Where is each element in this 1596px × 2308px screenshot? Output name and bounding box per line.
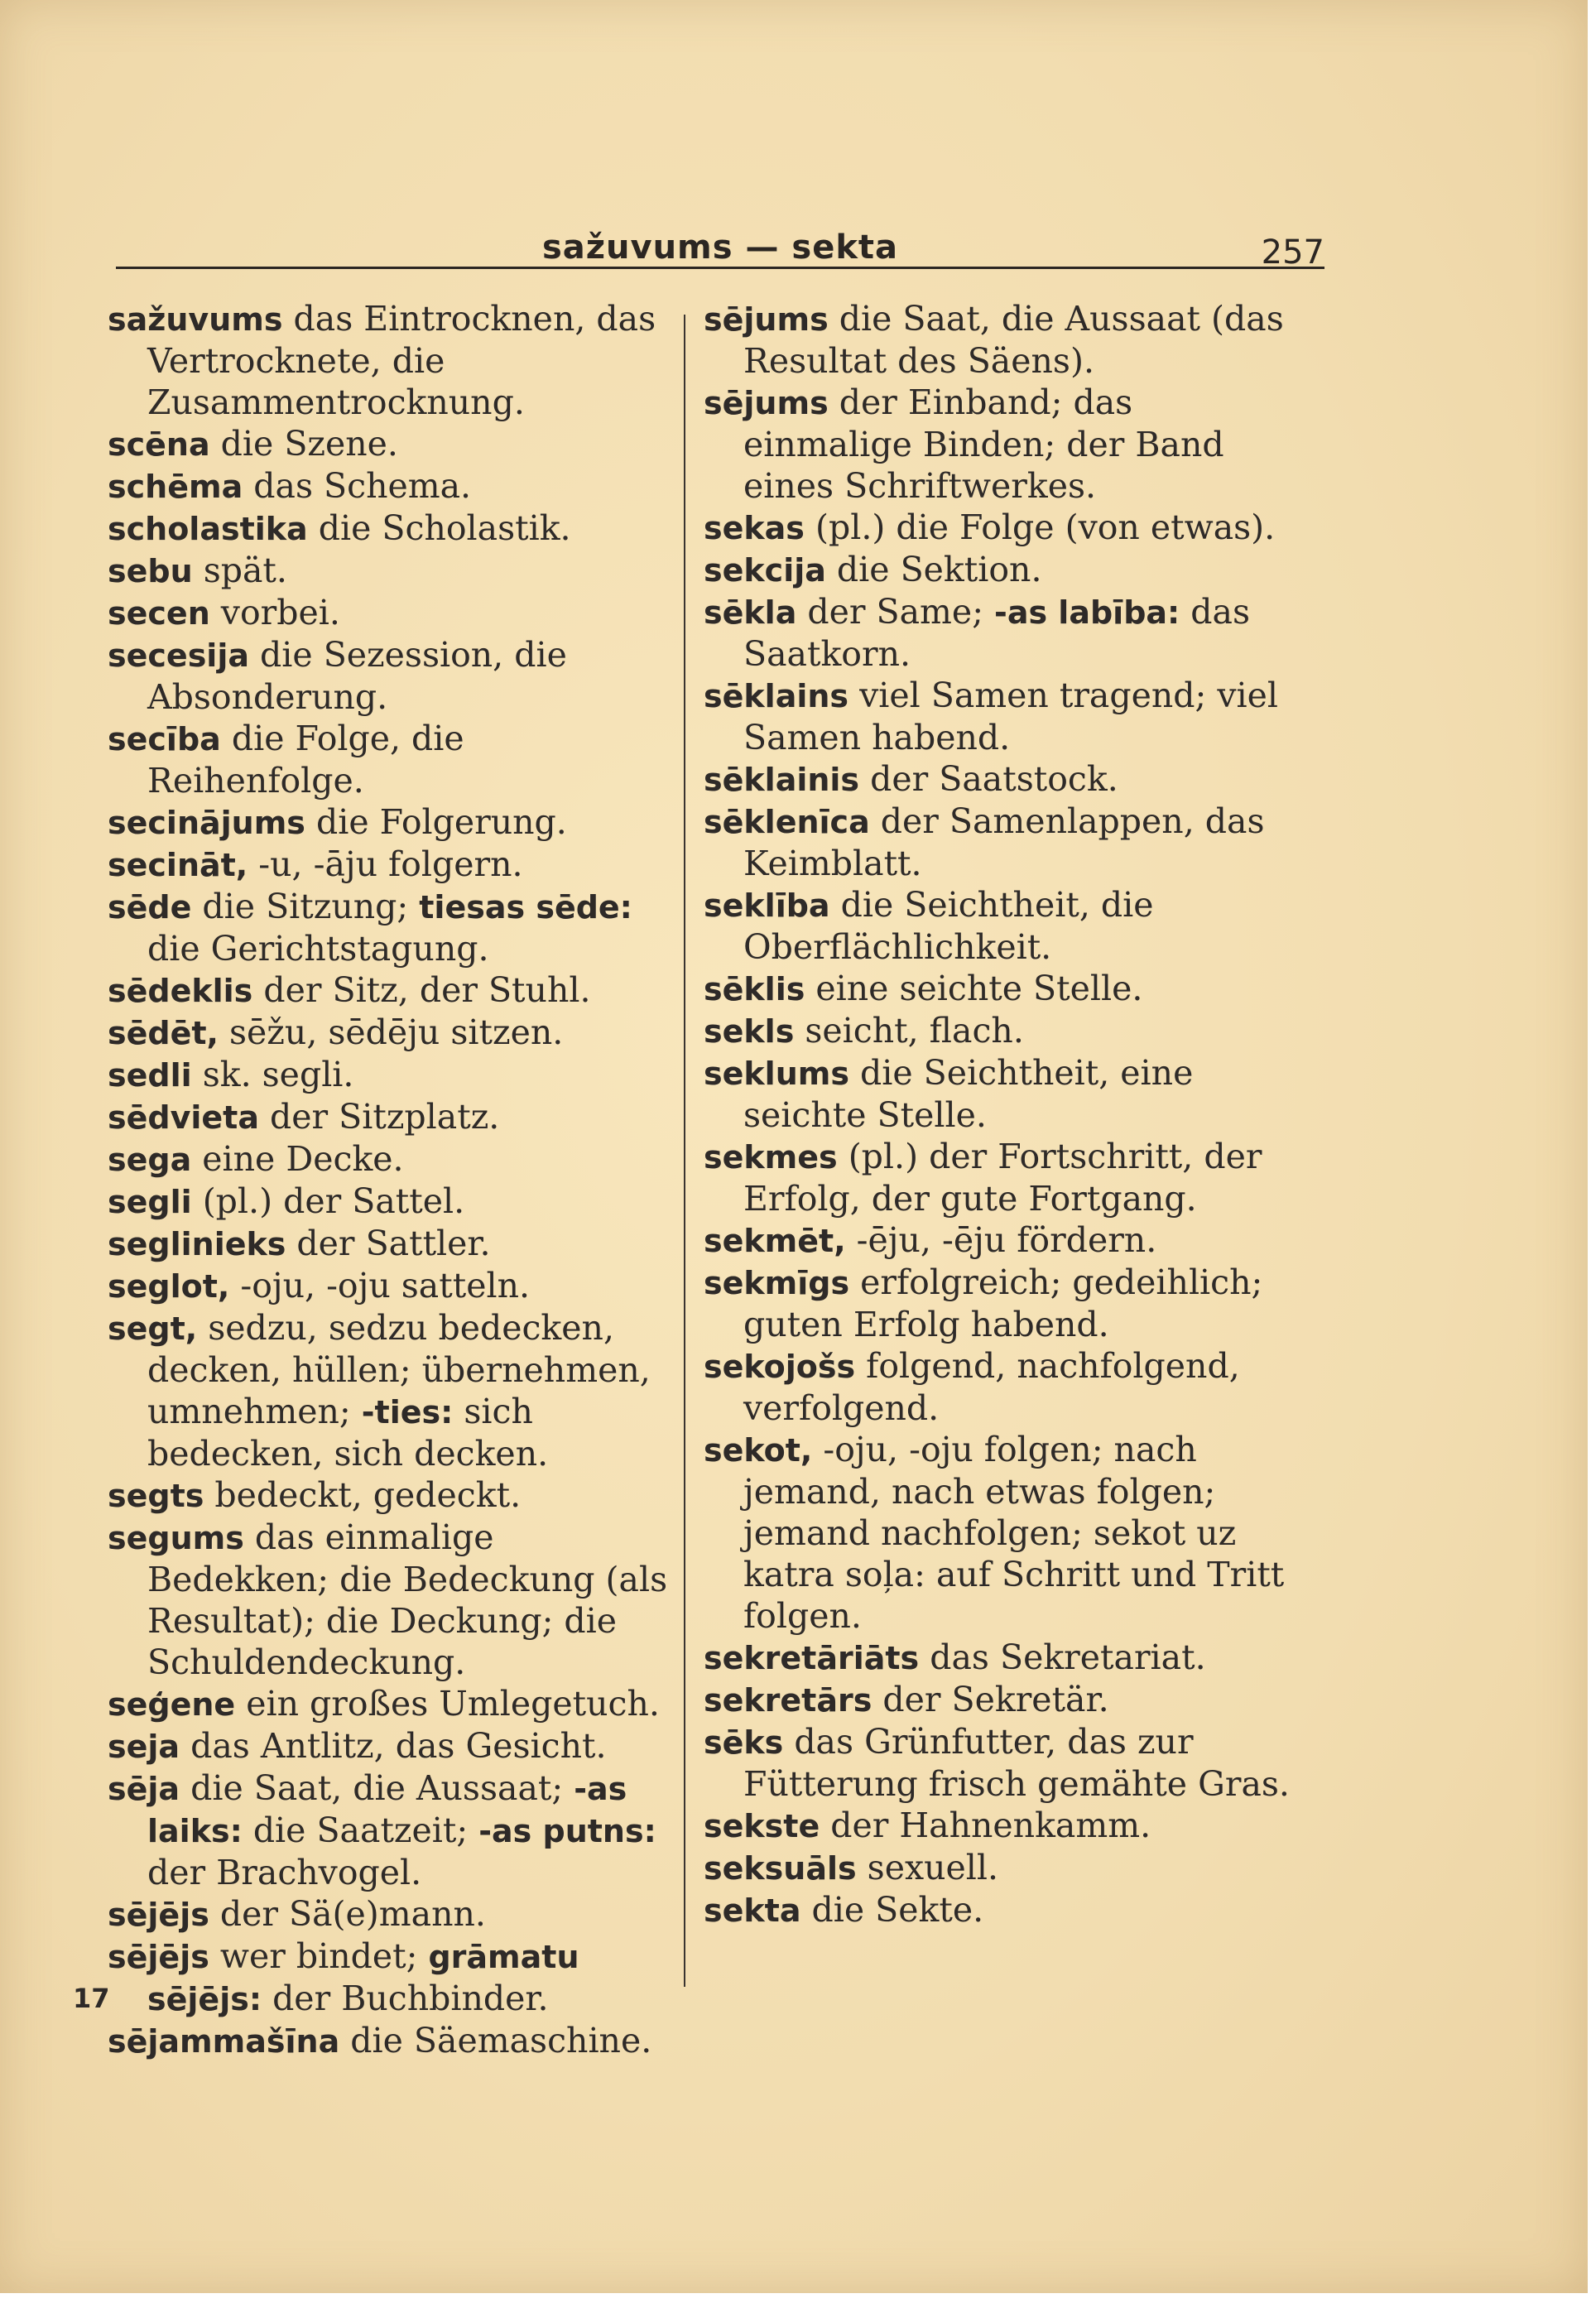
dictionary-entry xyxy=(704,1679,1312,1721)
entry-definition: die Seichtheit, die Oberflächlichkeit. xyxy=(743,885,1154,967)
column-divider xyxy=(684,315,685,1987)
entry-headword: sēklainis xyxy=(704,762,860,798)
entry-headword: sēdvieta xyxy=(108,1099,259,1136)
dictionary-entry xyxy=(108,507,671,550)
dictionary-entry xyxy=(108,1223,671,1265)
entry-headword: secesija xyxy=(108,637,249,674)
entry-headword: sekta xyxy=(704,1892,801,1929)
dictionary-entry xyxy=(704,801,1312,884)
entry-definition: der Buchbinder. xyxy=(262,1979,549,2018)
entry-definition: der Sekretär. xyxy=(872,1680,1109,1719)
dictionary-entry xyxy=(704,675,1312,758)
entry-definition: sich bedecken, sich decken. xyxy=(147,1392,549,1474)
entry-headword: sekretāriāts xyxy=(704,1640,920,1676)
entry-headword: -as labība: xyxy=(994,594,1180,631)
dictionary-entry xyxy=(704,884,1312,968)
entry-definition: die Saat, die Aussaat; xyxy=(180,1768,574,1808)
entry-definition: die Sezession, die Absonderung. xyxy=(147,635,567,717)
entry-definition: die Szene. xyxy=(209,424,398,464)
entry-definition: der Brachvogel. xyxy=(147,1853,422,1892)
entry-definition: die Gerichtstagung. xyxy=(147,929,489,969)
signature-mark: 17 xyxy=(73,1983,110,2014)
dictionary-entry xyxy=(108,718,671,801)
entry-definition: der Sitzplatz. xyxy=(258,1097,500,1137)
entry-headword: sekmēt, xyxy=(704,1223,846,1259)
dictionary-entry xyxy=(704,968,1312,1010)
running-title-text: sažuvums — sekta xyxy=(541,228,899,267)
dictionary-entry xyxy=(704,1889,1312,1931)
dictionary-entry xyxy=(108,801,671,844)
entry-headword: sēklis xyxy=(704,971,805,1007)
running-title xyxy=(116,228,1324,267)
entry-headword: sēdēt, xyxy=(108,1015,219,1051)
dictionary-entry xyxy=(704,591,1312,675)
entry-headword: segt, xyxy=(108,1310,198,1347)
entry-definition: der Samenlappen, das Keimblatt. xyxy=(743,801,1265,883)
dictionary-entry xyxy=(108,465,671,507)
entry-headword: sējējs xyxy=(108,1897,209,1933)
entry-definition: viel Samen tragend; viel Samen habend. xyxy=(743,676,1279,757)
entry-headword: -as laiks: xyxy=(147,1771,627,1849)
entry-definition: vorbei. xyxy=(209,593,340,632)
entry-definition: sexuell. xyxy=(856,1848,999,1887)
entry-headword: sekcija xyxy=(704,552,826,589)
dictionary-entry xyxy=(108,1935,671,2020)
entry-definition: seicht, flach. xyxy=(794,1011,1024,1051)
dictionary-entry xyxy=(108,1474,671,1517)
entry-definition: bedeckt, gedeckt. xyxy=(204,1475,522,1515)
right-column xyxy=(704,298,1312,1931)
dictionary-entry xyxy=(108,634,671,718)
dictionary-entry xyxy=(108,550,671,592)
dictionary-entry xyxy=(108,1265,671,1307)
left-column xyxy=(108,298,671,2062)
dictionary-entry xyxy=(704,1345,1312,1429)
entry-headword: sēklains xyxy=(704,678,849,714)
entry-definition: der Hahnenkamm. xyxy=(820,1806,1151,1845)
entry-definition: das Antlitz, das Gesicht. xyxy=(180,1726,607,1766)
entry-definition: das Sekretariat. xyxy=(919,1637,1206,1677)
entry-definition: eine seichte Stelle. xyxy=(805,969,1143,1008)
entry-headword: scholastika xyxy=(108,511,308,547)
entry-headword: -ties: xyxy=(361,1394,454,1430)
entry-headword: grāmatu sējējs: xyxy=(147,1939,579,2017)
entry-definition: die Sektion. xyxy=(825,550,1042,589)
entry-headword: sekste xyxy=(704,1808,820,1844)
entry-definition: der Same; xyxy=(796,592,995,632)
entry-headword: sebu xyxy=(108,553,193,589)
entry-headword: sējējs xyxy=(108,1939,209,1975)
entry-headword: segums xyxy=(108,1520,244,1556)
dictionary-entry xyxy=(108,2020,671,2062)
entry-definition: (pl.) der Sattel. xyxy=(191,1181,465,1221)
dictionary-entry xyxy=(704,1721,1312,1805)
entry-definition: die Saat, die Aussaat (das Resultat des Säens). xyxy=(743,299,1284,381)
entry-definition: die Folgerung. xyxy=(305,802,567,842)
entry-definition: sk. segli. xyxy=(191,1055,354,1094)
entry-definition: -oju, -oju satteln. xyxy=(229,1266,531,1305)
header-rule xyxy=(116,267,1324,269)
dictionary-entry xyxy=(108,969,671,1012)
entry-headword: secināt, xyxy=(108,847,248,883)
dictionary-entry xyxy=(108,298,671,423)
dictionary-entry xyxy=(108,1054,671,1096)
entry-definition: das Schema. xyxy=(243,466,472,506)
entry-definition: ein großes Umlegetuch. xyxy=(235,1684,660,1724)
entry-definition: das einmalige Bedekken; die Bedeckung (als Resultat); die Deckung; die Schuldendeckung. xyxy=(147,1517,668,1682)
entry-headword: tiesas sēde: xyxy=(419,889,632,926)
dictionary-entry xyxy=(108,1180,671,1223)
entry-headword: sekas xyxy=(704,510,805,546)
dictionary-entry xyxy=(108,1767,671,1893)
entry-definition: -u, -āju folgern. xyxy=(248,844,523,884)
entry-headword: sedli xyxy=(108,1057,192,1094)
entry-headword: secība xyxy=(108,721,221,757)
dictionary-entry xyxy=(704,382,1312,507)
entry-headword: seksuāls xyxy=(704,1850,857,1887)
dictionary-entry xyxy=(704,1136,1312,1219)
entry-definition: der Sä(e)mann. xyxy=(209,1894,486,1934)
page-number: 257 xyxy=(1261,233,1324,272)
dictionary-entry xyxy=(704,1429,1312,1637)
entry-definition: das Grünfutter, das zur Fütterung frisch gemähte Gras. xyxy=(743,1722,1290,1804)
entry-definition: -oju, -oju folgen; nach jemand, nach etwas folgen; jemand nachfolgen; sekot uz katra soļa: auf Schritt und Tritt folgen. xyxy=(743,1430,1285,1636)
dictionary-entry xyxy=(108,1012,671,1054)
dictionary-entry xyxy=(108,1138,671,1180)
dictionary-entry xyxy=(704,507,1312,549)
entry-definition: die Sekte. xyxy=(800,1890,984,1930)
entry-definition: die Folge, die Reihenfolge. xyxy=(147,719,464,801)
entry-definition: die Saatzeit; xyxy=(242,1810,479,1850)
entry-definition: die Sitzung; xyxy=(191,887,420,926)
dictionary-entry xyxy=(704,1805,1312,1847)
dictionary-entry xyxy=(108,1725,671,1767)
entry-headword: sēklenīca xyxy=(704,804,870,840)
entry-headword: seģene xyxy=(108,1686,236,1723)
entry-definition: folgend, nachfolgend, verfolgend. xyxy=(743,1346,1240,1428)
entry-definition: spät. xyxy=(192,551,287,590)
entry-headword: sekojošs xyxy=(704,1349,856,1385)
dictionary-entry xyxy=(108,1517,671,1683)
entry-definition: der Sattler. xyxy=(286,1224,491,1263)
entry-headword: sējammašīna xyxy=(108,2023,340,2060)
dictionary-entry xyxy=(704,1010,1312,1052)
entry-definition: (pl.) der Fortschritt, der Erfolg, der gute Fortgang. xyxy=(743,1137,1262,1219)
entry-headword: -as putns: xyxy=(478,1813,656,1849)
dictionary-entry xyxy=(108,423,671,465)
dictionary-entry xyxy=(704,549,1312,591)
entry-headword: sējums xyxy=(704,385,829,421)
entry-headword: seklums xyxy=(704,1055,849,1092)
dictionary-entry xyxy=(108,886,671,969)
entry-definition: das Saatkorn. xyxy=(743,592,1251,674)
entry-definition: sēžu, sēdēju sitzen. xyxy=(218,1012,564,1052)
entry-headword: sega xyxy=(108,1142,192,1178)
entry-headword: sekot, xyxy=(704,1432,813,1469)
dictionary-entry xyxy=(704,1262,1312,1345)
entry-headword: secinājums xyxy=(108,805,305,841)
entry-headword: sekmīgs xyxy=(704,1265,850,1301)
dictionary-entry xyxy=(704,298,1312,382)
entry-headword: seklība xyxy=(704,887,830,924)
entry-definition: die Säemaschine. xyxy=(339,2021,652,2060)
entry-headword: sekretārs xyxy=(704,1682,873,1719)
entry-headword: sēdeklis xyxy=(108,973,253,1009)
entry-definition: der Saatstock. xyxy=(859,759,1118,799)
entry-headword: segli xyxy=(108,1184,192,1220)
entry-headword: seja xyxy=(108,1729,180,1765)
entry-definition: die Seichtheit, eine seichte Stelle. xyxy=(743,1053,1194,1135)
dictionary-entry xyxy=(108,592,671,634)
entry-headword: segts xyxy=(108,1478,204,1514)
entry-headword: sažuvums xyxy=(108,301,283,338)
entry-headword: sējums xyxy=(704,301,829,338)
entry-headword: secen xyxy=(108,595,210,632)
entry-definition: der Sitz, der Stuhl. xyxy=(252,970,591,1010)
dictionary-entry xyxy=(704,1052,1312,1136)
dictionary-entry xyxy=(704,758,1312,801)
dictionary-entry xyxy=(108,1893,671,1935)
entry-definition: wer bindet; xyxy=(209,1936,429,1976)
page-header xyxy=(116,228,1324,278)
entry-definition: das Eintrocknen, das Vertrocknete, die Zusammentrocknung. xyxy=(147,299,656,422)
entry-headword: sēks xyxy=(704,1724,784,1761)
entry-definition: eine Decke. xyxy=(191,1139,404,1179)
dictionary-entry xyxy=(704,1637,1312,1679)
entry-definition: sedzu, sedzu bedecken, decken, hüllen; übernehmen, umnehmen; xyxy=(147,1308,651,1431)
entry-headword: seglot, xyxy=(108,1268,230,1305)
entry-headword: sēde xyxy=(108,889,192,926)
entry-definition: erfolgreich; gedeihlich; guten Erfolg habend. xyxy=(743,1262,1263,1344)
entry-headword: sēkla xyxy=(704,594,797,631)
entry-definition: -ēju, -ēju fördern. xyxy=(845,1220,1157,1260)
dictionary-entry xyxy=(704,1847,1312,1889)
entry-headword: schēma xyxy=(108,469,243,505)
entry-definition: die Scholastik. xyxy=(307,508,571,548)
entry-headword: sekmes xyxy=(704,1139,838,1176)
entry-headword: sekls xyxy=(704,1013,795,1050)
entry-definition: (pl.) die Folge (von etwas). xyxy=(804,507,1276,547)
dictionary-entry xyxy=(108,1096,671,1138)
dictionary-entry xyxy=(108,1683,671,1725)
entry-headword: scēna xyxy=(108,426,210,463)
entry-headword: seglinieks xyxy=(108,1226,286,1262)
entry-headword: sēja xyxy=(108,1771,180,1807)
dictionary-entry xyxy=(704,1219,1312,1262)
dictionary-entry xyxy=(108,844,671,886)
entry-definition: der Einband; das einmalige Binden; der Band eines Schriftwerkes. xyxy=(743,382,1224,506)
dictionary-entry xyxy=(108,1307,671,1474)
